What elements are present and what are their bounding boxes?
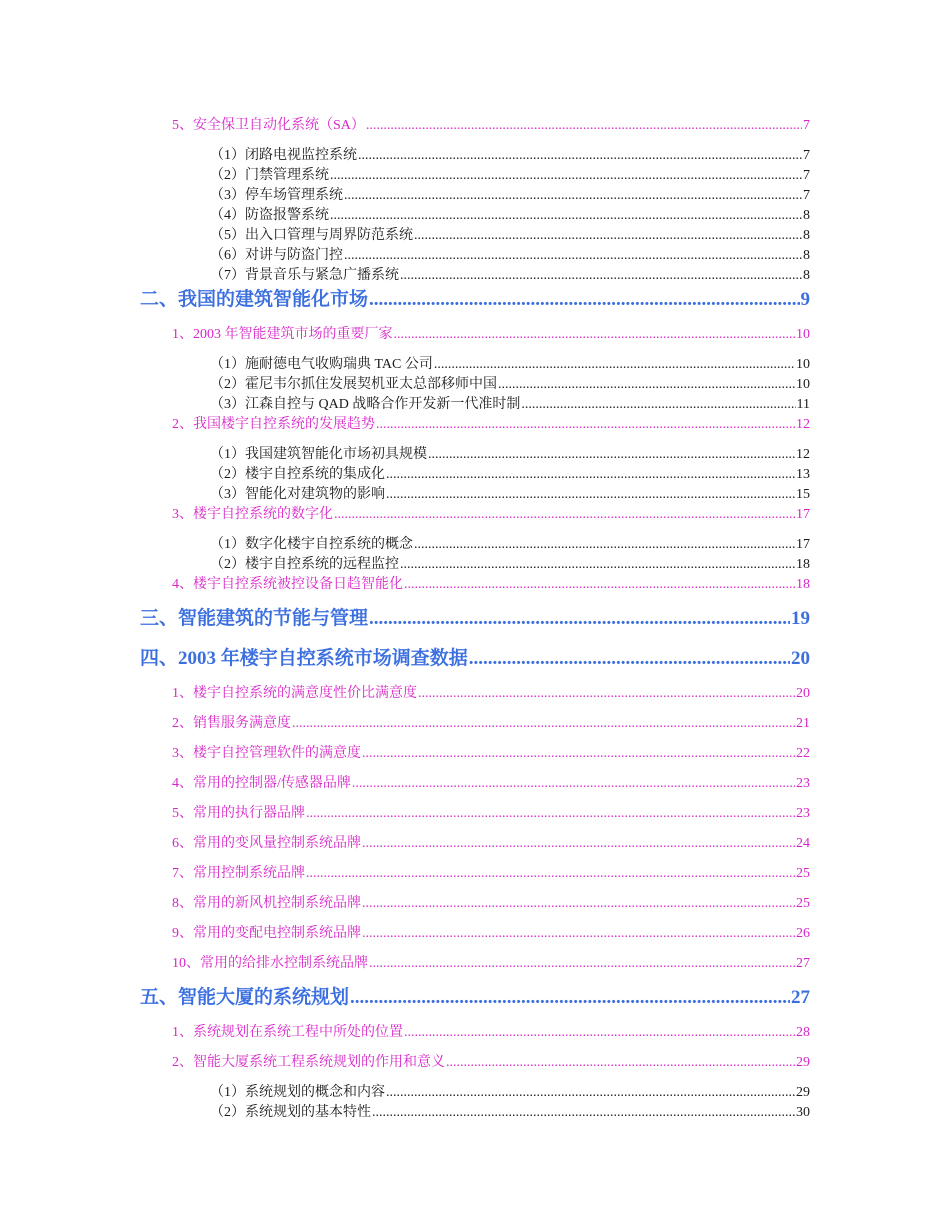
toc-entry-2[interactable]	[172, 832, 810, 852]
toc-entry-2[interactable]	[172, 573, 810, 593]
toc-entry-2[interactable]	[172, 952, 810, 972]
toc-leader-dots	[369, 956, 795, 972]
toc-entry-page: 29	[796, 1085, 810, 1100]
toc-entry-page: 21	[796, 716, 810, 731]
toc-leader-dots	[418, 686, 795, 702]
toc-leader-dots	[334, 507, 795, 523]
toc-entry-page: 12	[796, 417, 810, 432]
toc-entry-2[interactable]	[172, 413, 810, 433]
toc-leader-dots	[469, 648, 790, 670]
toc-entry-3[interactable]	[210, 353, 810, 373]
toc-entry-page: 23	[796, 806, 810, 821]
toc-leader-dots	[404, 1025, 795, 1041]
toc-entry-3[interactable]	[210, 1101, 810, 1121]
toc-entry-page: 17	[796, 507, 810, 522]
toc-leader-dots	[306, 806, 795, 822]
toc-leader-dots	[362, 746, 795, 762]
toc-entry-title: 二、我国的建筑智能化市场	[140, 289, 369, 310]
toc-entry-title: （4）防盗报警系统	[210, 208, 329, 223]
toc-leader-dots	[521, 397, 795, 413]
toc-entry-title: 5、安全保卫自动化系统（SA）	[172, 118, 365, 133]
toc-entry-3[interactable]	[210, 224, 810, 244]
toc-leader-dots	[362, 836, 795, 852]
toc-entry-title: 3、楼宇自控管理软件的满意度	[172, 746, 361, 761]
toc-entry-title: 7、常用控制系统品牌	[172, 866, 305, 881]
toc-leader-dots	[330, 208, 802, 224]
toc-entry-page: 13	[796, 467, 810, 482]
toc-entry-page: 19	[791, 608, 810, 629]
toc-leader-dots	[344, 188, 802, 204]
toc-entry-title: （3）停车场管理系统	[210, 188, 343, 203]
toc-entry-title: 1、系统规划在系统工程中所处的位置	[172, 1025, 403, 1040]
toc-entry-title: （3）江森自控与 QAD 战略合作开发新一代准时制	[210, 397, 521, 412]
toc-entry-3[interactable]	[210, 463, 810, 483]
toc-entry-3[interactable]	[210, 244, 810, 264]
toc-entry-title: （1）闭路电视监控系统	[210, 148, 357, 163]
toc-entry-title: （2）系统规划的基本特性	[210, 1105, 371, 1120]
toc-leader-dots	[400, 268, 802, 284]
toc-leader-dots	[400, 557, 795, 573]
toc-entry-2[interactable]	[172, 772, 810, 792]
toc-entry-title: 四、2003 年楼宇自控系统市场调查数据	[140, 648, 468, 669]
toc-leader-dots	[369, 608, 790, 630]
toc-entry-2[interactable]	[172, 1021, 810, 1041]
toc-entry-page: 8	[803, 228, 810, 243]
toc-leader-dots	[428, 447, 795, 463]
toc-entry-2[interactable]	[172, 712, 810, 732]
toc-leader-dots	[414, 537, 795, 553]
toc-entry-page: 8	[803, 268, 810, 283]
toc-entry-title: （1）施耐德电气收购瑞典 TAC 公司	[210, 357, 433, 372]
toc-entry-page: 7	[803, 188, 810, 203]
toc-entry-page: 25	[796, 896, 810, 911]
toc-entry-page: 7	[803, 168, 810, 183]
toc-leader-dots	[330, 168, 802, 184]
toc-entry-title: 10、常用的给排水控制系统品牌	[172, 956, 368, 971]
toc-entry-2[interactable]	[172, 892, 810, 912]
toc-entry-title: （2）霍尼韦尔抓住发展契机亚太总部移师中国	[210, 377, 497, 392]
toc-entry-title: 2、我国楼宇自控系统的发展趋势	[172, 417, 375, 432]
toc-entry-title: 9、常用的变配电控制系统品牌	[172, 926, 361, 941]
toc-entry-title: 2、销售服务满意度	[172, 716, 291, 731]
toc-entry-page: 30	[796, 1105, 810, 1120]
toc-entry-3[interactable]	[210, 204, 810, 224]
toc-entry-page: 27	[791, 987, 810, 1008]
toc-leader-dots	[350, 987, 790, 1009]
toc-entry-page: 20	[791, 648, 810, 669]
toc-entry-page: 27	[796, 956, 810, 971]
toc-entry-3[interactable]	[210, 184, 810, 204]
toc-leader-dots	[362, 926, 795, 942]
toc-entry-title: 8、常用的新风机控制系统品牌	[172, 896, 361, 911]
toc-entry-title: （7）背景音乐与紧急广播系统	[210, 268, 399, 283]
toc-entry-page: 10	[796, 357, 810, 372]
toc-entry-title: 5、常用的执行器品牌	[172, 806, 305, 821]
toc-leader-dots	[434, 357, 795, 373]
toc-entry-page: 26	[796, 926, 810, 941]
toc-entry-page: 18	[796, 557, 810, 572]
toc-entry-title: 1、楼宇自控系统的满意度性价比满意度	[172, 686, 417, 701]
toc-entry-title: 2、智能大厦系统工程系统规划的作用和意义	[172, 1055, 445, 1070]
toc-entry-title: 4、常用的控制器/传感器品牌	[172, 776, 351, 791]
toc-entry-3[interactable]	[210, 443, 810, 463]
toc-entry-page: 10	[796, 327, 810, 342]
toc-entry-page: 10	[796, 377, 810, 392]
toc-entry-page: 24	[796, 836, 810, 851]
toc-leader-dots	[404, 577, 795, 593]
toc-entry-page: 22	[796, 746, 810, 761]
toc-entry-3[interactable]	[210, 164, 810, 184]
toc-entry-title: （1）我国建筑智能化市场初具规模	[210, 447, 427, 462]
toc-entry-2[interactable]	[172, 114, 810, 134]
toc-leader-dots	[362, 896, 795, 912]
toc-leader-dots	[366, 118, 802, 134]
toc-entry-title: 3、楼宇自控系统的数字化	[172, 507, 333, 522]
toc-entry-page: 25	[796, 866, 810, 881]
toc-entry-title: （1）系统规划的概念和内容	[210, 1085, 385, 1100]
toc-leader-dots	[446, 1055, 795, 1071]
toc-entry-page: 29	[796, 1055, 810, 1070]
toc-entry-page: 17	[796, 537, 810, 552]
toc-entry-title: （3）智能化对建筑物的影响	[210, 487, 385, 502]
toc-entry-3[interactable]	[210, 553, 810, 573]
toc-entry-page: 7	[803, 118, 810, 133]
toc-entry-1[interactable]	[140, 603, 810, 630]
toc-entry-title: 6、常用的变风量控制系统品牌	[172, 836, 361, 851]
toc-leader-dots	[386, 1085, 795, 1101]
toc-entry-1[interactable]	[140, 982, 810, 1009]
toc-entry-2[interactable]	[172, 862, 810, 882]
toc-leader-dots	[498, 377, 795, 393]
toc-entry-2[interactable]	[172, 323, 810, 343]
toc-entry-page: 8	[803, 248, 810, 263]
toc-entry-title: （2）门禁管理系统	[210, 168, 329, 183]
toc-entry-2[interactable]	[172, 742, 810, 762]
toc-leader-dots	[358, 148, 802, 164]
toc-entry-title: （5）出入口管理与周界防范系统	[210, 228, 413, 243]
toc-entry-page: 8	[803, 208, 810, 223]
toc-entry-2[interactable]	[172, 682, 810, 702]
toc-entry-2[interactable]	[172, 503, 810, 523]
toc-entry-3[interactable]	[210, 533, 810, 553]
toc-entry-3[interactable]	[210, 144, 810, 164]
toc-leader-dots	[344, 248, 802, 264]
toc-entry-title: （2）楼宇自控系统的远程监控	[210, 557, 399, 572]
toc-entry-title: （6）对讲与防盗门控	[210, 248, 343, 263]
toc-entry-2[interactable]	[172, 922, 810, 942]
toc-entry-1[interactable]	[140, 284, 810, 311]
toc-entry-title: （1）数字化楼宇自控系统的概念	[210, 537, 413, 552]
toc-leader-dots	[414, 228, 802, 244]
toc-entry-page: 28	[796, 1025, 810, 1040]
toc-entry-page: 18	[796, 577, 810, 592]
toc-leader-dots	[386, 467, 795, 483]
toc-entry-page: 11	[796, 397, 810, 412]
toc-entry-page: 12	[796, 447, 810, 462]
toc-entry-3[interactable]	[210, 264, 810, 284]
toc-entry-page: 7	[803, 148, 810, 163]
toc-entry-title: 1、2003 年智能建筑市场的重要厂家	[172, 327, 393, 342]
toc-leader-dots	[386, 487, 795, 503]
toc-entry-1[interactable]	[140, 643, 810, 670]
toc-entry-title: 五、智能大厦的系统规划	[140, 987, 350, 1008]
toc-leader-dots	[376, 417, 795, 433]
toc-entry-title: 三、智能建筑的节能与管理	[140, 608, 369, 629]
toc-leader-dots	[369, 289, 799, 311]
toc-entry-page: 20	[796, 686, 810, 701]
toc-entry-3[interactable]	[210, 1081, 810, 1101]
toc-entry-3[interactable]	[210, 373, 810, 393]
toc-leader-dots	[292, 716, 795, 732]
toc-entry-2[interactable]	[172, 1051, 810, 1071]
toc-entry-3[interactable]	[210, 393, 810, 413]
toc-entry-title: （2）楼宇自控系统的集成化	[210, 467, 385, 482]
toc-leader-dots	[372, 1105, 795, 1121]
toc-entry-page: 15	[796, 487, 810, 502]
toc-entry-2[interactable]	[172, 802, 810, 822]
toc-leader-dots	[306, 866, 795, 882]
toc-entry-page: 9	[800, 289, 810, 310]
toc-entry-title: 4、楼宇自控系统被控设备日趋智能化	[172, 577, 403, 592]
toc-entry-page: 23	[796, 776, 810, 791]
toc-leader-dots	[394, 327, 796, 343]
toc-entry-3[interactable]	[210, 483, 810, 503]
toc-leader-dots	[352, 776, 795, 792]
